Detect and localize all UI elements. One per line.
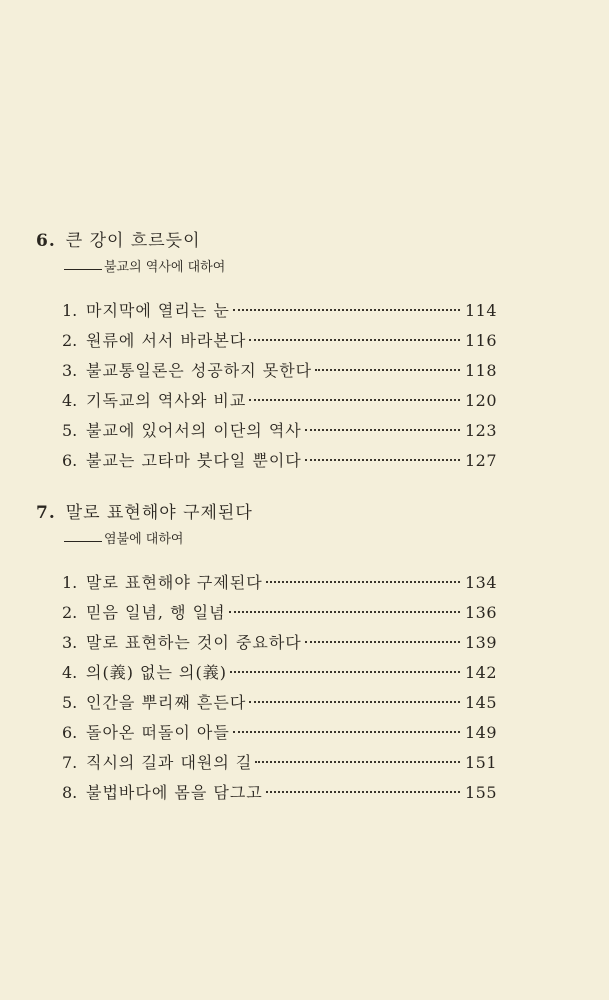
chapter-subtitle bbox=[64, 530, 536, 550]
entry-page-number: 118 bbox=[464, 361, 497, 380]
chapter-6 bbox=[36, 228, 536, 476]
chapter-title: 큰 강이 흐르듯이 bbox=[65, 231, 201, 251]
entry-page-number: 116 bbox=[464, 331, 497, 350]
entry-title: 불법바다에 몸을 담그고 bbox=[86, 783, 263, 802]
entry-number: 8. bbox=[62, 783, 78, 802]
toc-entry[interactable] bbox=[62, 446, 497, 476]
entry-number: 5. bbox=[62, 693, 78, 712]
toc-entry[interactable] bbox=[62, 386, 497, 416]
chapter-number: 6. bbox=[36, 231, 56, 251]
chapter-heading bbox=[36, 500, 536, 526]
entry-page-number: 145 bbox=[464, 693, 497, 712]
entry-title: 말로 표현하는 것이 중요하다 bbox=[86, 633, 302, 652]
toc-entry[interactable] bbox=[62, 628, 497, 658]
entry-title: 기독교의 역사와 비교 bbox=[86, 391, 247, 410]
chapter-subtitle-text: 불교의 역사에 대하여 bbox=[104, 260, 226, 275]
entry-page-number: 136 bbox=[464, 603, 497, 622]
toc-entries bbox=[62, 568, 497, 808]
dot-leader bbox=[255, 761, 460, 763]
entry-number: 2. bbox=[62, 331, 78, 350]
dot-leader bbox=[305, 641, 460, 643]
toc-entry[interactable] bbox=[62, 356, 497, 386]
dot-leader bbox=[233, 731, 460, 733]
entry-page-number: 123 bbox=[464, 421, 497, 440]
entry-number: 4. bbox=[62, 663, 78, 682]
dot-leader bbox=[305, 459, 460, 461]
chapter-title: 말로 표현해야 구제된다 bbox=[65, 503, 253, 523]
chapter-7 bbox=[36, 500, 536, 808]
chapter-subtitle-text: 염불에 대하여 bbox=[104, 532, 184, 547]
entry-number: 3. bbox=[62, 633, 78, 652]
toc-entry[interactable] bbox=[62, 416, 497, 446]
entry-title: 돌아온 떠돌이 아들 bbox=[86, 723, 230, 742]
entry-number: 4. bbox=[62, 391, 78, 410]
toc-entry[interactable] bbox=[62, 296, 497, 326]
entry-title: 원류에 서서 바라본다 bbox=[86, 331, 247, 350]
toc-entry[interactable] bbox=[62, 688, 497, 718]
toc-entry[interactable] bbox=[62, 718, 497, 748]
dot-leader bbox=[249, 339, 460, 341]
entry-title: 말로 표현해야 구제된다 bbox=[86, 573, 263, 592]
entry-page-number: 114 bbox=[464, 301, 497, 320]
entry-number: 5. bbox=[62, 421, 78, 440]
entry-title: 믿음 일념, 행 일념 bbox=[86, 603, 226, 622]
entry-page-number: 120 bbox=[464, 391, 497, 410]
chapter-number: 7. bbox=[36, 503, 56, 523]
chapter-heading bbox=[36, 228, 536, 254]
dot-leader bbox=[249, 399, 460, 401]
entry-number: 6. bbox=[62, 451, 78, 470]
entry-page-number: 142 bbox=[464, 663, 497, 682]
entry-number: 1. bbox=[62, 573, 78, 592]
dot-leader bbox=[233, 309, 460, 311]
entry-title: 의(義) 없는 의(義) bbox=[86, 663, 227, 682]
entry-number: 6. bbox=[62, 723, 78, 742]
entry-page-number: 155 bbox=[464, 783, 497, 802]
toc-entry[interactable] bbox=[62, 778, 497, 808]
entry-number: 7. bbox=[62, 753, 78, 772]
entry-title: 마지막에 열리는 눈 bbox=[86, 301, 230, 320]
entry-page-number: 127 bbox=[464, 451, 497, 470]
em-dash bbox=[64, 541, 102, 542]
entry-title: 불교는 고타마 붓다일 뿐이다 bbox=[86, 451, 302, 470]
entry-number: 3. bbox=[62, 361, 78, 380]
entry-title: 직시의 길과 대원의 길 bbox=[86, 753, 253, 772]
toc-entries bbox=[62, 296, 497, 476]
entry-page-number: 139 bbox=[464, 633, 497, 652]
dot-leader bbox=[229, 611, 460, 613]
entry-title: 인간을 뿌리째 흔든다 bbox=[86, 693, 247, 712]
dot-leader bbox=[305, 429, 460, 431]
toc-entry[interactable] bbox=[62, 568, 497, 598]
dot-leader bbox=[249, 701, 460, 703]
entry-page-number: 134 bbox=[464, 573, 497, 592]
toc-entry[interactable] bbox=[62, 598, 497, 628]
entry-title: 불교에 있어서의 이단의 역사 bbox=[86, 421, 302, 440]
entry-title: 불교통일론은 성공하지 못한다 bbox=[86, 361, 313, 380]
dot-leader bbox=[230, 671, 460, 673]
toc-entry[interactable] bbox=[62, 658, 497, 688]
toc-entry[interactable] bbox=[62, 326, 497, 356]
toc-entry[interactable] bbox=[62, 748, 497, 778]
dot-leader bbox=[315, 369, 460, 371]
entry-number: 2. bbox=[62, 603, 78, 622]
chapter-subtitle bbox=[64, 258, 536, 278]
dot-leader bbox=[266, 581, 460, 583]
em-dash bbox=[64, 269, 102, 270]
dot-leader bbox=[266, 791, 460, 793]
entry-page-number: 149 bbox=[464, 723, 497, 742]
entry-page-number: 151 bbox=[464, 753, 497, 772]
entry-number: 1. bbox=[62, 301, 78, 320]
